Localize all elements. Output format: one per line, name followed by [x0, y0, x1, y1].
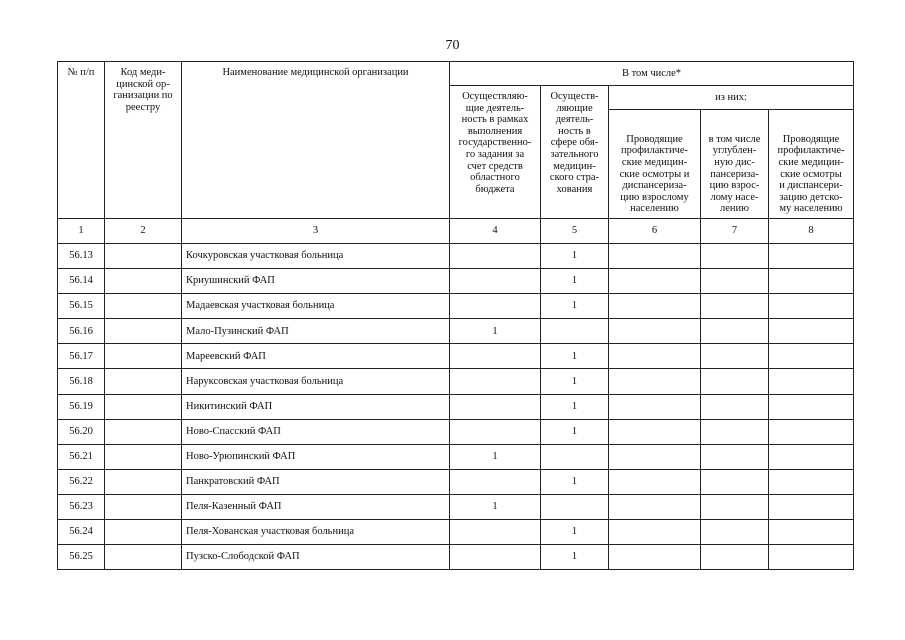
child-checkups-cell [769, 469, 854, 494]
in-depth-checkups-cell [701, 394, 769, 419]
compulsory-insurance-cell: 1 [541, 369, 609, 394]
compulsory-insurance-cell: 1 [541, 344, 609, 369]
adult-checkups-cell [609, 319, 701, 344]
state-assignment-cell [450, 269, 541, 294]
table-row [58, 394, 854, 419]
table-row [58, 319, 854, 344]
org-code-cell [105, 494, 182, 519]
adult-checkups-cell [609, 394, 701, 419]
header-state-assignment: Осуществляю- щие деятель- ность в рамках выполнения государственно- го задания за счет средств областного бюджета [450, 86, 541, 219]
row-number-cell: 56.18 [58, 369, 105, 394]
org-name-cell: Ново-Спасский ФАП [182, 419, 450, 444]
adult-checkups-cell [609, 269, 701, 294]
child-checkups-cell [769, 520, 854, 545]
org-code-cell [105, 469, 182, 494]
child-checkups-cell [769, 269, 854, 294]
adult-checkups-cell [609, 244, 701, 269]
child-checkups-cell [769, 344, 854, 369]
child-checkups-cell [769, 444, 854, 469]
in-depth-checkups-cell [701, 469, 769, 494]
table-row [58, 344, 854, 369]
org-name-cell: Мало-Пузинский ФАП [182, 319, 450, 344]
org-name-cell: Криушинский ФАП [182, 269, 450, 294]
state-assignment-cell [450, 294, 541, 319]
child-checkups-cell [769, 319, 854, 344]
state-assignment-cell [450, 419, 541, 444]
adult-checkups-cell [609, 444, 701, 469]
org-code-cell [105, 520, 182, 545]
row-number-cell: 56.24 [58, 520, 105, 545]
child-checkups-cell [769, 244, 854, 269]
org-name-cell: Пеля-Хованская участковая больница [182, 520, 450, 545]
column-numbers-row [58, 219, 854, 244]
column-number: 8 [769, 219, 854, 244]
table-row [58, 469, 854, 494]
page-number: 70 [445, 38, 460, 53]
org-name-cell: Мареевский ФАП [182, 344, 450, 369]
state-assignment-cell: 1 [450, 319, 541, 344]
compulsory-insurance-cell [541, 319, 609, 344]
adult-checkups-cell [609, 545, 701, 570]
table-row [58, 520, 854, 545]
medical-organizations-table [57, 61, 854, 570]
org-code-cell [105, 444, 182, 469]
row-number-cell: 56.21 [58, 444, 105, 469]
row-number-cell: 56.14 [58, 269, 105, 294]
header-org-code: Код меди- цинской ор- ганизации по реестру [105, 62, 182, 219]
column-number: 6 [609, 219, 701, 244]
child-checkups-cell [769, 419, 854, 444]
compulsory-insurance-cell: 1 [541, 419, 609, 444]
child-checkups-cell [769, 545, 854, 570]
org-name-cell: Пузско-Слободской ФАП [182, 545, 450, 570]
compulsory-insurance-cell: 1 [541, 294, 609, 319]
table-row [58, 419, 854, 444]
org-name-cell: Кочкуровская участковая больница [182, 244, 450, 269]
compulsory-insurance-cell: 1 [541, 545, 609, 570]
org-code-cell [105, 394, 182, 419]
table-row [58, 269, 854, 294]
table-row [58, 294, 854, 319]
org-code-cell [105, 369, 182, 394]
org-name-cell: Наруксовская участковая больница [182, 369, 450, 394]
compulsory-insurance-cell: 1 [541, 394, 609, 419]
adult-checkups-cell [609, 294, 701, 319]
in-depth-checkups-cell [701, 319, 769, 344]
in-depth-checkups-cell [701, 520, 769, 545]
table-header [58, 62, 854, 244]
in-depth-checkups-cell [701, 419, 769, 444]
table-row [58, 545, 854, 570]
org-code-cell [105, 419, 182, 444]
adult-checkups-cell [609, 520, 701, 545]
in-depth-checkups-cell [701, 444, 769, 469]
adult-checkups-cell [609, 494, 701, 519]
table-row [58, 369, 854, 394]
row-number-cell: 56.16 [58, 319, 105, 344]
state-assignment-cell [450, 244, 541, 269]
row-number-cell: 56.25 [58, 545, 105, 570]
org-code-cell [105, 344, 182, 369]
state-assignment-cell [450, 545, 541, 570]
state-assignment-cell [450, 469, 541, 494]
child-checkups-cell [769, 369, 854, 394]
org-code-cell [105, 269, 182, 294]
table-row [58, 494, 854, 519]
row-number-cell: 56.17 [58, 344, 105, 369]
org-code-cell [105, 244, 182, 269]
header-adult-checkups: Проводящие профилактиче- ские медицин- ские осмотры и диспансериза- цию взрослому населению [609, 110, 701, 219]
org-code-cell [105, 319, 182, 344]
child-checkups-cell [769, 494, 854, 519]
state-assignment-cell [450, 394, 541, 419]
compulsory-insurance-cell [541, 444, 609, 469]
column-number: 4 [450, 219, 541, 244]
in-depth-checkups-cell [701, 545, 769, 570]
in-depth-checkups-cell [701, 244, 769, 269]
org-name-cell: Панкратовский ФАП [182, 469, 450, 494]
child-checkups-cell [769, 294, 854, 319]
header-of-them-subgroup: из них: [609, 86, 854, 110]
org-code-cell [105, 294, 182, 319]
column-number: 1 [58, 219, 105, 244]
table-row [58, 244, 854, 269]
header-including-group: В том числе* [450, 62, 854, 86]
in-depth-checkups-cell [701, 269, 769, 294]
column-number: 2 [105, 219, 182, 244]
adult-checkups-cell [609, 419, 701, 444]
in-depth-checkups-cell [701, 294, 769, 319]
table-body [58, 244, 854, 570]
child-checkups-cell [769, 394, 854, 419]
row-number-cell: 56.19 [58, 394, 105, 419]
in-depth-checkups-cell [701, 344, 769, 369]
table-row [58, 444, 854, 469]
org-name-cell: Никитинский ФАП [182, 394, 450, 419]
adult-checkups-cell [609, 344, 701, 369]
org-name-cell: Ново-Урюпинский ФАП [182, 444, 450, 469]
compulsory-insurance-cell: 1 [541, 244, 609, 269]
org-code-cell [105, 545, 182, 570]
row-number-cell: 56.23 [58, 494, 105, 519]
header-org-name: Наименование медицинской организации [182, 62, 450, 219]
row-number-cell: 56.13 [58, 244, 105, 269]
state-assignment-cell [450, 520, 541, 545]
state-assignment-cell [450, 369, 541, 394]
in-depth-checkups-cell [701, 369, 769, 394]
compulsory-insurance-cell [541, 494, 609, 519]
compulsory-insurance-cell: 1 [541, 469, 609, 494]
state-assignment-cell [450, 344, 541, 369]
row-number-cell: 56.20 [58, 419, 105, 444]
state-assignment-cell: 1 [450, 444, 541, 469]
row-number-cell: 56.15 [58, 294, 105, 319]
adult-checkups-cell [609, 469, 701, 494]
in-depth-checkups-cell [701, 494, 769, 519]
adult-checkups-cell [609, 369, 701, 394]
column-number: 3 [182, 219, 450, 244]
header-row-number: № п/п [58, 62, 105, 219]
compulsory-insurance-cell: 1 [541, 520, 609, 545]
column-number: 7 [701, 219, 769, 244]
column-number: 5 [541, 219, 609, 244]
org-name-cell: Пеля-Казенный ФАП [182, 494, 450, 519]
org-name-cell: Мадаевская участковая больница [182, 294, 450, 319]
header-child-checkups: Проводящие профилактиче- ские медицин- ские осмотры и диспансери- зацию детско- му населению [769, 110, 854, 219]
compulsory-insurance-cell: 1 [541, 269, 609, 294]
header-compulsory-insurance: Осуществ- ляющие деятель- ность в сфере обя- зательного медицин- ского стра- хования [541, 86, 609, 219]
row-number-cell: 56.22 [58, 469, 105, 494]
header-in-depth-checkups: в том числе углублен- ную дис- пансериза- цию взрос- лому насе- лению [701, 110, 769, 219]
state-assignment-cell: 1 [450, 494, 541, 519]
